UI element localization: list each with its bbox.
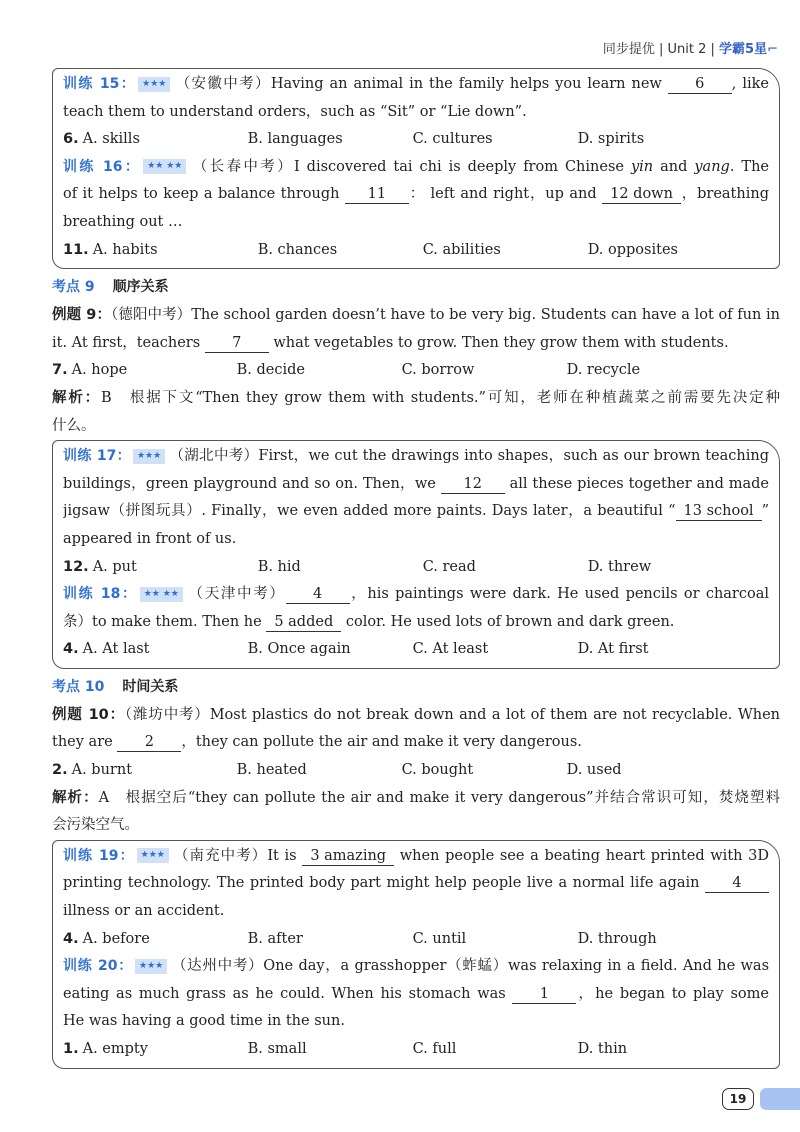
option-d: D. threw bbox=[587, 558, 652, 575]
text: jigsaw（拼图玩具）. Finally，we even added more paints. Days later，a beautiful “ bbox=[63, 503, 676, 520]
difficulty-stars-badge: ★★ ★★ bbox=[143, 159, 186, 174]
text-line bbox=[63, 443, 769, 471]
text-line bbox=[52, 729, 780, 757]
exercise-label: 训练 15： bbox=[63, 76, 137, 92]
text: all these pieces together and made bbox=[509, 475, 769, 492]
option-a: A. empty bbox=[82, 1041, 148, 1057]
answer-blank: 11 bbox=[345, 185, 409, 204]
text-line bbox=[63, 71, 769, 99]
answer-blank: 13 school bbox=[676, 502, 762, 521]
text: ” bbox=[761, 503, 769, 520]
question-number: 4. bbox=[63, 930, 79, 947]
option-a: A. At last bbox=[82, 641, 150, 658]
section-number: 考点 9 bbox=[52, 279, 95, 296]
text-line bbox=[63, 471, 769, 499]
text-line bbox=[63, 898, 769, 926]
text: when people see a beating heart printed with 3D bbox=[394, 847, 769, 864]
text: teach them to understand orders，such as “Sit” or “Lie down”. bbox=[63, 103, 527, 120]
text: they are bbox=[52, 734, 118, 751]
section-heading bbox=[52, 673, 780, 702]
section-title: 时间关系 bbox=[122, 678, 179, 695]
question-number: 6. bbox=[63, 131, 79, 148]
text-line bbox=[52, 812, 780, 840]
option-c: C. until bbox=[412, 930, 467, 947]
option-a: A. habits bbox=[92, 241, 158, 258]
text: breathing out … bbox=[63, 213, 183, 230]
text: （南充中考）It is bbox=[172, 847, 303, 864]
text-line bbox=[63, 581, 769, 609]
answer-blank: 4 bbox=[286, 585, 350, 604]
text: . The bbox=[729, 158, 769, 175]
text-line bbox=[52, 413, 780, 441]
options-row bbox=[63, 237, 769, 265]
option-b: B. languages bbox=[247, 131, 343, 148]
text-line bbox=[63, 526, 769, 554]
question-number: 4. bbox=[63, 641, 79, 658]
answer-blank: 7 bbox=[205, 334, 269, 353]
text-line bbox=[63, 99, 769, 127]
text-line bbox=[63, 1008, 769, 1036]
answer-blank: 6 bbox=[668, 75, 732, 94]
text: （安徽中考）Having an animal in the family helps you learn new bbox=[174, 76, 668, 92]
option-c: C. full bbox=[412, 1041, 457, 1057]
text: ： left and right，up and bbox=[408, 186, 603, 203]
text: color. He used lots of brown and dark green. bbox=[341, 613, 675, 630]
example-label: 例题 10： bbox=[52, 706, 125, 723]
text: B 根据下文“Then they grow them with students.”可知，老师在种植蔬菜之前需要先决定种 bbox=[101, 389, 780, 406]
text-line bbox=[63, 498, 769, 526]
question-number: 12. bbox=[63, 558, 89, 575]
option-c: C. abilities bbox=[422, 241, 501, 258]
option-d: D. through bbox=[577, 930, 657, 947]
text: illness or an accident. bbox=[63, 903, 225, 920]
option-a: A. before bbox=[82, 930, 150, 947]
text-line bbox=[63, 609, 769, 637]
exercise-label: 训练 17： bbox=[63, 448, 131, 465]
text-line bbox=[52, 785, 780, 813]
text-line bbox=[63, 953, 769, 981]
text: ，breathing bbox=[680, 186, 769, 203]
example-label: 解析： bbox=[52, 789, 99, 806]
option-d: D. thin bbox=[577, 1041, 628, 1057]
difficulty-stars-badge: ★★ ★★ bbox=[140, 587, 183, 602]
page-tab-decoration bbox=[760, 1088, 800, 1110]
difficulty-stars-badge: ★★★ bbox=[138, 77, 170, 92]
option-b: B. Once again bbox=[247, 641, 351, 658]
option-d: D. At first bbox=[577, 641, 649, 658]
exercise-label: 训练 16： bbox=[63, 158, 142, 175]
text: printing technology. The printed body part might help people live a normal life again bbox=[63, 875, 705, 892]
option-b: B. decide bbox=[236, 362, 305, 379]
difficulty-stars-badge: ★★★ bbox=[137, 848, 169, 863]
answer-blank: 1 bbox=[512, 985, 576, 1004]
exercise-box bbox=[52, 440, 780, 669]
text: buildings，green playground and so on. Then，we bbox=[63, 475, 441, 492]
answer-blank: 5 added bbox=[266, 613, 341, 632]
brand-name: 学霸5星 bbox=[719, 42, 768, 57]
text-line bbox=[63, 181, 769, 209]
difficulty-stars-badge: ★★★ bbox=[133, 449, 165, 464]
options-row bbox=[63, 554, 769, 582]
option-c: C. cultures bbox=[412, 131, 493, 148]
text-line bbox=[52, 330, 780, 358]
exercise-box bbox=[52, 68, 780, 269]
option-d: D. recycle bbox=[566, 362, 641, 379]
options-row bbox=[63, 636, 769, 664]
text: eating as much grass as he could. When his stomach was bbox=[63, 985, 513, 1002]
option-b: B. after bbox=[247, 930, 303, 947]
text: what vegetables to grow. Then they grow them with students. bbox=[268, 334, 729, 351]
answer-blank: 4 bbox=[705, 874, 769, 893]
option-c: C. At least bbox=[412, 641, 489, 658]
page-header bbox=[603, 38, 778, 57]
text-line bbox=[63, 843, 769, 871]
option-a: A. put bbox=[92, 558, 137, 575]
text: （德阳中考）The school garden doesn’t have to be very big. Students can have a lot of fun in bbox=[111, 307, 780, 324]
example-paragraph bbox=[52, 702, 780, 840]
graduation-cap-icon: ⌐ bbox=[767, 42, 778, 57]
page-content bbox=[52, 68, 780, 1073]
text: , like bbox=[731, 76, 769, 92]
text: 会污染空气。 bbox=[52, 817, 139, 834]
exercise-label: 训练 18： bbox=[63, 586, 138, 603]
answer-blank: 3 amazing bbox=[302, 847, 394, 866]
text-line bbox=[63, 981, 769, 1009]
option-c: C. read bbox=[422, 558, 476, 575]
options-row bbox=[52, 357, 780, 385]
question-number: 11. bbox=[63, 241, 89, 258]
question-number: 7. bbox=[52, 362, 68, 379]
option-c: C. bought bbox=[401, 762, 474, 779]
italic-term: yang bbox=[694, 158, 730, 175]
section-number: 考点 10 bbox=[52, 678, 105, 695]
text-line bbox=[52, 302, 780, 330]
option-a: A. burnt bbox=[71, 762, 133, 779]
text: （达州中考）One day，a grasshopper（蚱蜢）was relaxing in a field. And he was bbox=[171, 958, 769, 975]
text: 什么。 bbox=[52, 417, 96, 434]
example-label: 解析： bbox=[52, 389, 102, 406]
option-b: B. hid bbox=[257, 558, 301, 575]
text: （湖北中考）First，we cut the drawings into shapes，such as our brown teaching bbox=[169, 448, 769, 465]
option-b: B. small bbox=[247, 1041, 307, 1057]
options-row bbox=[63, 126, 769, 154]
question-number: 1. bbox=[63, 1041, 79, 1057]
exercise-label: 训练 19： bbox=[63, 847, 135, 864]
options-row bbox=[52, 757, 780, 785]
italic-term: yin bbox=[630, 158, 654, 175]
text: of it helps to keep a balance through bbox=[63, 186, 345, 203]
text: （长春中考）I discovered tai chi is deeply from Chinese bbox=[190, 158, 631, 175]
option-b: B. chances bbox=[257, 241, 338, 258]
example-paragraph bbox=[52, 302, 780, 440]
text: ，his paintings were dark. He used pencils or charcoal bbox=[349, 586, 769, 603]
question-number: 2. bbox=[52, 762, 68, 779]
difficulty-stars-badge: ★★★ bbox=[135, 959, 167, 974]
section-heading bbox=[52, 273, 780, 302]
option-b: B. heated bbox=[236, 762, 307, 779]
text: ，they can pollute the air and make it very dangerous. bbox=[181, 734, 582, 751]
text: and bbox=[653, 158, 695, 175]
options-row bbox=[63, 1036, 769, 1064]
text-line bbox=[52, 702, 780, 730]
options-row bbox=[63, 926, 769, 954]
text: it. At first，teachers bbox=[52, 334, 205, 351]
section-title: 顺序关系 bbox=[112, 279, 169, 296]
option-d: D. opposites bbox=[587, 241, 678, 258]
text-line bbox=[63, 154, 769, 182]
text: （天津中考） bbox=[186, 586, 286, 603]
text: appeared in front of us. bbox=[63, 530, 237, 547]
answer-blank: 12 bbox=[441, 475, 505, 494]
text-line bbox=[52, 385, 780, 413]
page-number: 19 bbox=[722, 1088, 754, 1110]
text: 条）to make them. Then he bbox=[63, 613, 267, 630]
option-d: D. spirits bbox=[577, 131, 645, 148]
exercise-label: 训练 20： bbox=[63, 958, 133, 975]
text: ，he began to play some bbox=[576, 985, 769, 1002]
example-label: 例题 9： bbox=[52, 307, 112, 324]
exercise-box bbox=[52, 840, 780, 1069]
option-a: A. hope bbox=[71, 362, 128, 379]
option-a: A. skills bbox=[82, 131, 140, 148]
text-line bbox=[63, 870, 769, 898]
option-d: D. used bbox=[566, 762, 622, 779]
text: A 根据空后“they can pollute the air and make it very dangerous”并结合常识可知，焚烧塑料 bbox=[98, 789, 780, 806]
option-c: C. borrow bbox=[401, 362, 475, 379]
header-text: 同步提优 | Unit 2 | bbox=[602, 42, 720, 57]
answer-blank: 2 bbox=[117, 733, 181, 752]
answer-blank: 12 down bbox=[602, 185, 681, 204]
text: （潍坊中考）Most plastics do not break down and a lot of them are not recyclable. When bbox=[124, 706, 780, 723]
text-line bbox=[63, 209, 769, 237]
text: He was having a good time in the sun. bbox=[63, 1013, 345, 1030]
